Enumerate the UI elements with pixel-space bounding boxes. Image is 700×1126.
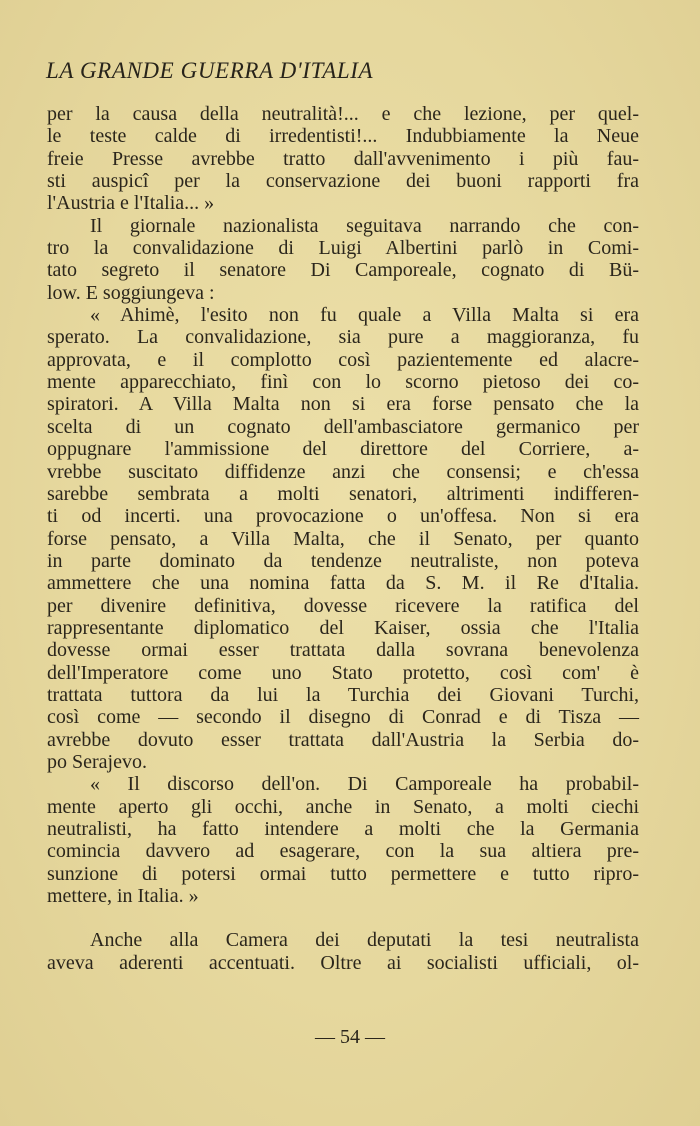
text-line: oppugnare l'ammissione del direttore del Corriere, a- <box>47 438 639 461</box>
text-line: scelta di un cognato dell'ambasciatore germanico per <box>47 415 639 438</box>
text-line: sperato. La convalidazione, sia pure a maggioranza, fu <box>47 326 639 349</box>
text-line: avrebbe dovuto esser trattata dall'Austria la Serbia do- <box>47 728 639 751</box>
text-line: comincia davvero ad esagerare, con la sua altiera pre- <box>47 840 639 863</box>
text-line: per divenire definitiva, dovesse ricevere la ratifica del <box>47 594 639 617</box>
text-line: mettere, in Italia. » <box>47 885 199 908</box>
text-line: spiratori. A Villa Malta non si era forse pensato che la <box>47 393 639 416</box>
text-line: in parte dominato da tendenze neutraliste, non poteva <box>47 549 639 572</box>
paragraph-gap <box>47 907 639 929</box>
text-line: neutralisti, ha fatto intendere a molti che la Germania <box>47 818 639 840</box>
text-line: « Ahimè, l'esito non fu quale a Villa Malta si era <box>90 304 639 327</box>
text-line: per la causa della neutralità!... e che lezione, per quel- <box>47 103 639 125</box>
running-head: LA GRANDE GUERRA D'ITALIA <box>46 58 374 83</box>
text-line: vrebbe suscitato diffidenze anzi che consensi; e ch'essa <box>47 460 639 483</box>
text-line: sunzione di potersi ormai tutto permettere e tutto ripro- <box>47 862 639 885</box>
text-line: dell'Imperatore come uno Stato protetto, così com' è <box>47 661 639 684</box>
text-line: Il giornale nazionalista seguitava narrando che con- <box>90 214 639 237</box>
text-line: mente aperto gli occhi, anche in Senato, a molti ciechi <box>47 795 639 818</box>
text-line: dovesse ormai esser trattata dalla sovrana benevolenza <box>47 639 639 662</box>
text-line: sarebbe sembrata a molti senatori, altrimenti indifferen- <box>47 482 639 505</box>
text-line: aveva aderenti accentuati. Oltre ai socialisti ufficiali, ol- <box>47 951 639 974</box>
page-number: — 54 — <box>315 1026 385 1048</box>
text-line: rappresentante diplomatico del Kaiser, ossia che l'Italia <box>47 616 639 639</box>
text-line: così come — secondo il disegno di Conrad e di Tisza — <box>47 706 639 729</box>
text-line: le teste calde di irredentisti!... Indubbiamente la Neue <box>47 125 639 148</box>
text-line: approvata, e il complotto così pazientemente ed alacre- <box>47 348 639 371</box>
body-text <box>47 103 639 974</box>
text-line: mente apparecchiato, finì con lo scorno pietoso dei co- <box>47 371 639 394</box>
text-line: tato segreto il senatore Di Camporeale, cognato di Bü- <box>47 259 639 282</box>
text-line: trattata tuttora da lui la Turchia dei Giovani Turchi, <box>47 683 639 706</box>
text-line: ammettere che una nomina fatta da S. M. il Re d'Italia. <box>47 572 639 595</box>
text-line: low. E soggiungeva : <box>47 281 215 304</box>
text-line: ti od incerti. una provocazione o un'offesa. Non si era <box>47 505 639 528</box>
text-line: sti auspicî per la conservazione dei buoni rapporti fra <box>47 170 639 193</box>
text-line: Anche alla Camera dei deputati la tesi neutralista <box>90 929 639 952</box>
text-line: l'Austria e l'Italia... » <box>47 192 215 215</box>
text-line: forse pensato, a Villa Malta, che il Senato, per quanto <box>47 527 639 550</box>
text-line: po Serajevo. <box>47 750 147 773</box>
text-line: freie Presse avrebbe tratto dall'avvenimento i più fau- <box>47 147 639 170</box>
text-line: tro la convalidazione di Luigi Albertini parlò in Comi- <box>47 237 639 260</box>
text-line: « Il discorso dell'on. Di Camporeale ha probabil- <box>90 773 639 796</box>
